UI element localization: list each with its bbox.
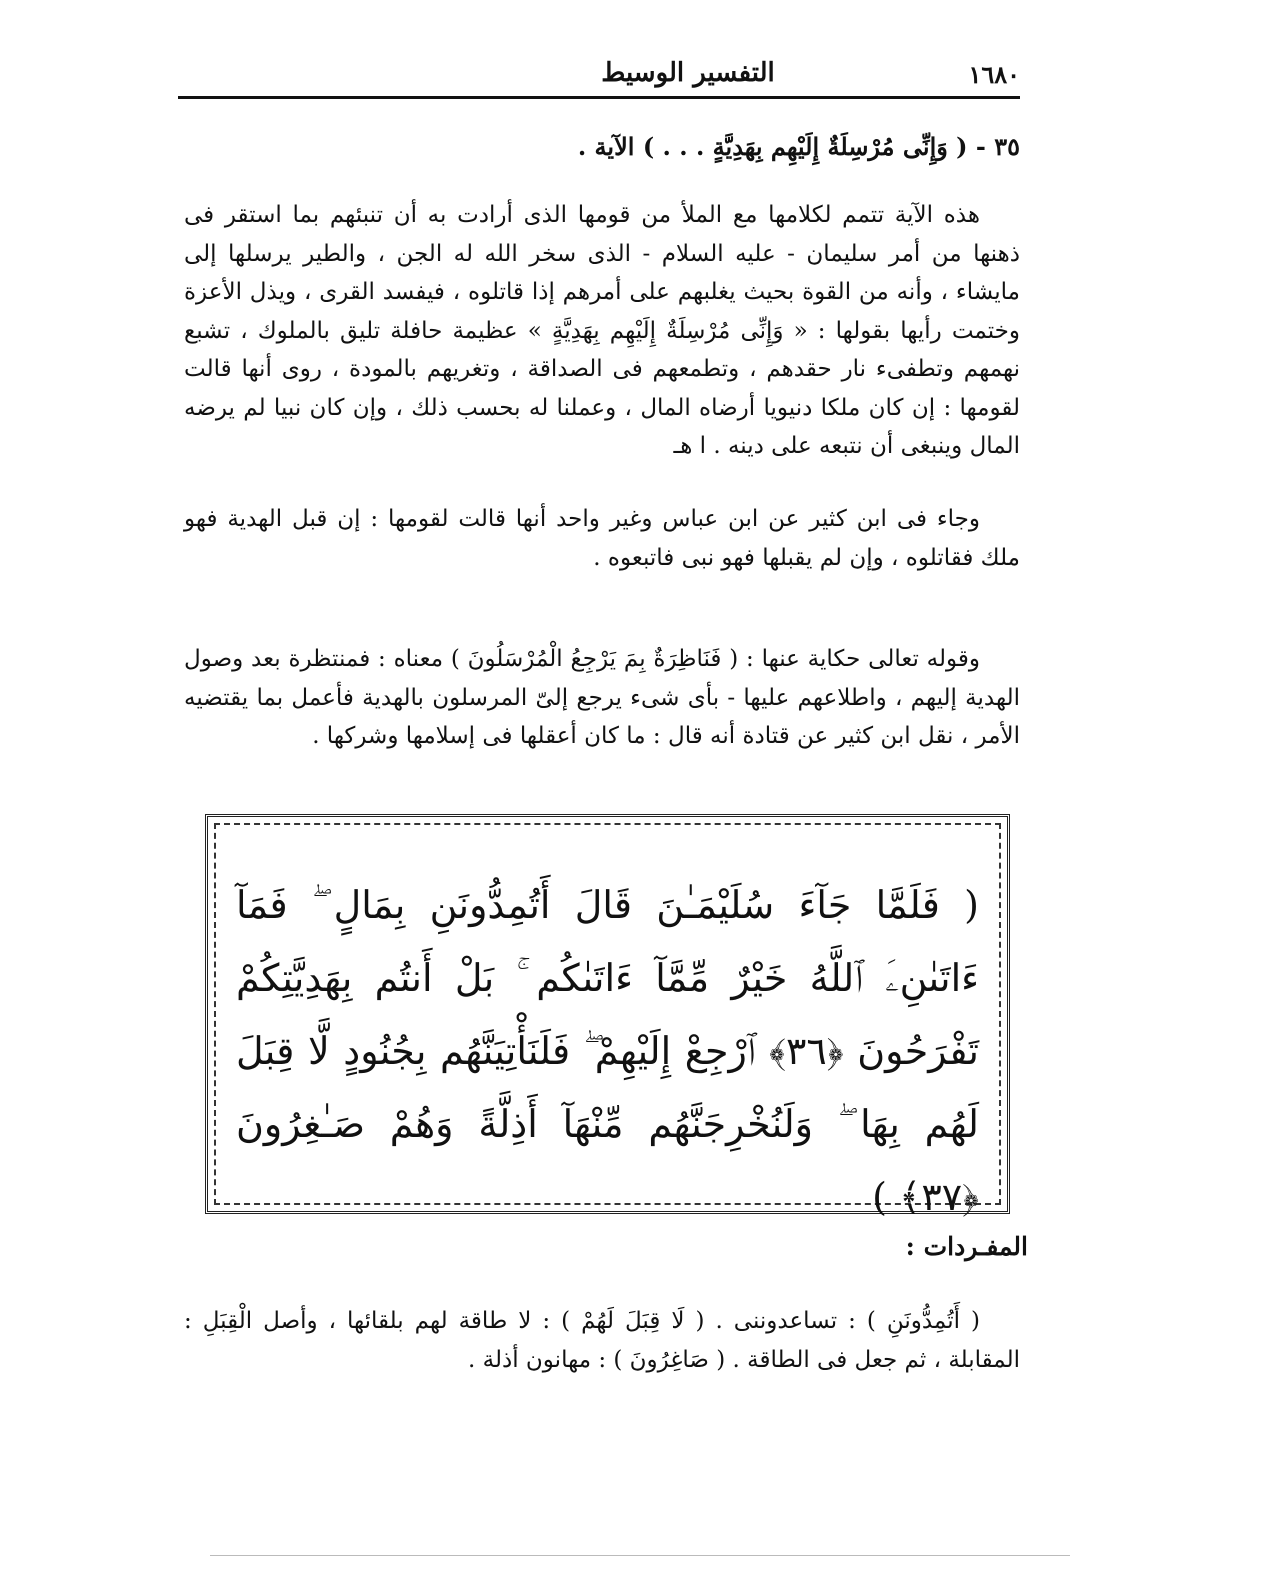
quran-verse-box — [205, 814, 1010, 1219]
page-header — [178, 58, 1020, 98]
book-title: التفسير الوسيط — [601, 58, 775, 88]
paragraph-1 — [184, 196, 1020, 466]
paragraph-2 — [184, 500, 1020, 577]
vocabulary-section — [184, 1302, 1020, 1379]
vocabulary-text: ( أَتُمِدُّونَنِ ) : تساعدوننى . ( لَا قِبَلَ لَهُمْ ) : لا طاقة لهم بلقائها ، وأصل الْقِبَلِ : المقابلة ، ثم جعل فى الطاقة . ( صَاغِرُونَ ) : مهانون أذلة . — [184, 1308, 1020, 1373]
paragraph-3 — [184, 640, 1020, 756]
paragraph-3-text: وقوله تعالى حكاية عنها : ( فَنَاظِرَةٌ بِمَ يَرْجِعُ الْمُرْسَلُونَ ) معناه : فمنتظرة بعد وصول الهدية إليهم ، واطلاعهم عليها - بأى شىء يرجع إلىّ المرسلون بالهدية فأعمل بما يقتضيه الأمر ، نقل ابن كثير عن قتادة أنه قال : ما كان أعقلها فى إسلامها وشركها . — [184, 646, 1020, 749]
paragraph-1-text: هذه الآية تتمم لكلامها مع الملأ من قومها الذى أرادت به أن تنبئهم بما استقر فى ذهنها من أمر سليمان - عليه السلام - الذى سخر الله له الجن ، والطير يرسلها إلى مايشاء ، وأنه من القوة بحيث يغلبهم على أمرهم إذا قاتلوه ، فيفسد القرى ، ويذل الأعزة وختمت رأيها بقولها : « وَإِنِّى مُرْسِلَةٌ إِلَيْهِم بِهَدِيَّةٍ » عظيمة حافلة تليق بالملوك ، تشبع نهمهم وتطفىء نار حقدهم ، وتطمعهم فى الصداقة ، وتغريهم بالمودة ، روى أنها قالت لقومها : إن كان ملكا دنيويا أرضاه المال ، وعملنا له بحسب ذلك ، وإن كان نبيا لم يرضه المال وينبغى أن نتبعه على دينه . ا هـ — [184, 202, 1020, 459]
quran-verse-text: ( فَلَمَّا جَآءَ سُلَيْمَـٰنَ قَالَ أَتُمِدُّونَنِ بِمَالٍ ۖ فَمَآ ءَاتَىٰنِۦَ ٱللَّهُ خَيْرٌ مِّمَّآ ءَاتَىٰكُم ۚ بَلْ أَنتُم بِهَدِيَّتِكُمْ تَفْرَحُونَ ﴿٣٦﴾ ٱرْجِعْ إِلَيْهِمْ ۖ فَلَنَأْتِيَنَّهُم بِجُنُودٍ لَّا قِبَلَ لَهُم بِهَا ۖ وَلَنُخْرِجَنَّهُم مِّنْهَآ أَذِلَّةً وَهُمْ صَـٰغِرُونَ ﴿٣٧﴾ ) — [236, 883, 979, 1219]
vocabulary-heading: المفـردات : — [905, 1232, 1028, 1261]
footer-line — [210, 1555, 1070, 1556]
commentary-section — [184, 128, 1020, 167]
verse-heading: ٣٥ - ( وَإِنِّى مُرْسِلَةٌ إِلَيْهِم بِهَدِيَّةٍ . . . ) الآية . — [577, 132, 1020, 161]
paragraph-2-text: وجاء فى ابن كثير عن ابن عباس وغير واحد أنها قالت لقومها : إن قبل الهدية فهو ملك فقاتلوه ، وإن لم يقبلها فهو نبى فاتبعوه . — [184, 506, 1020, 571]
page-number: ١٦٨٠ — [968, 60, 1020, 89]
header-divider — [178, 96, 1020, 99]
